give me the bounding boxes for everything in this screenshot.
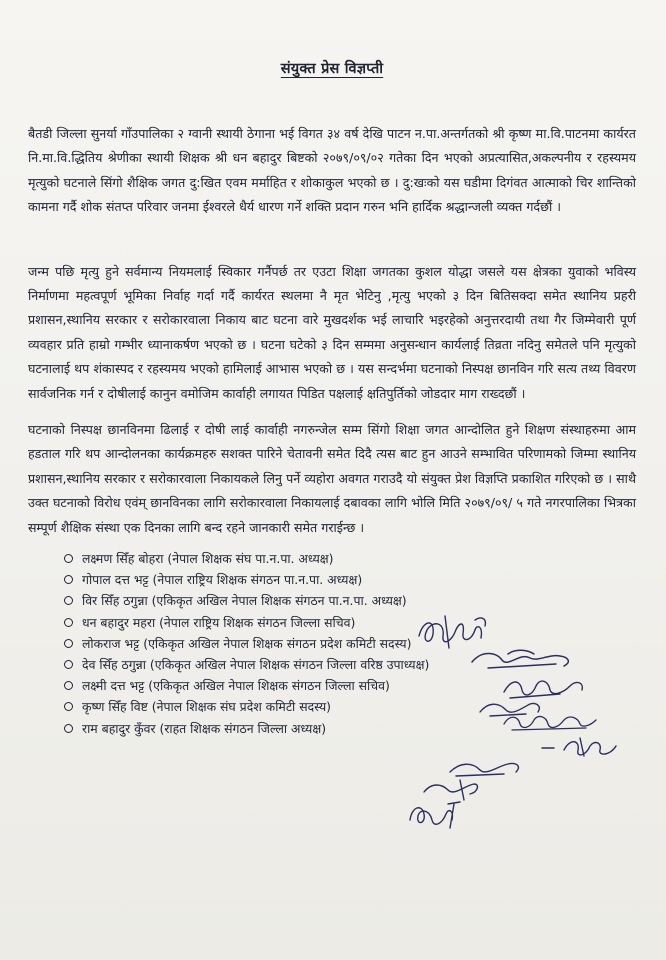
signatory-name: गोपाल दत्त भट्ट (नेपाल राष्ट्रिय शिक्षक संगठन पा.न.पा. अध्यक्ष): [82, 572, 363, 588]
circle-bullet-icon: [64, 575, 73, 584]
paragraph-demand: जन्म पछि मृत्यु हुने सर्वमान्य नियमलाई स्विकार गर्नैपर्छ तर एउटा शिक्षा जगतका कुशल योद्धा जसले यस क्षेत्रका युवाको भविस्य निर्माणमा महत्वपूर्ण भूमिका निर्वाह गर्दा गर्दै कार्यरत स्थलमा नै मृत भेटिनु ,मृत्यु भएको ३ दिन बितिसक्दा समेत स्थानिय प्रहरी प्रशासन,स्थानिय सरकार र सरोकारवाला निकाय बाट घटना वारे मुखदर्शक भई लाचारि भइरहेको अनुत्तरदायी तथा गैर जिम्मेवारी पूर्ण व्यवहार प्रति हाम्रो गम्भीर ध्यानाकर्षण भएको छ । घटना घटेको ३ दिन सम्ममा अनुसन्धान कार्यलाई तिव्रता नदिनु समेतले पनि मृत्युको घटनालाई थप शंकास्पद र रहस्यमय भएको हामिलाई आभास भएको छ । यस सन्दर्भमा घटनाको निस्पक्ष छानविन गरि सत्य तथ्य विवरण सार्वजनिक गर्न र दोषीलाई कानुन वमोजिम कार्वाही लगायत पिडित पक्षलाई क्षतिपुर्तिको जोडदार माग राख्दछौं ।: [28, 263, 636, 401]
paragraph-warning: घटनाको निस्पक्ष छानविनमा ढिलाई र दोषी लाई कार्वाही नगरुन्जेल सम्म सिंगो शिक्षा जगत आन्दोलित हुने शिक्षण संस्थाहरुमा आम हडताल गरि थप आन्दोलनका कार्यक्रमहरु सशक्त पारिने चेतावनी समेत दिदै त्यस बाट हुन आउने सम्भावित परिणामको जिम्मा स्थानिय प्रशासन,स्थानिय सरकार र सरोकारवाला निकायकले लिनु पर्ने व्यहोरा अवगत गराउदै यो संयुक्त प्रेश विज्ञप्ति प्रकाशित गरिएको छ । साथै उक्त घटनाको विरोध एवंम् छानविनका लागि सरोकारवाला निकायलाई दबावका लागि भोलि मिति २०७९/०९/ ५ गते नगरपालिका भित्रका सम्पूर्ण शैक्षिक संस्था एक दिनका लागि बन्द रहने जानकारी समेत गराईन्छ ।: [28, 422, 636, 535]
circle-bullet-icon: [64, 681, 73, 690]
signature-8: [420, 776, 484, 802]
document-body: [28, 58, 636, 739]
signatory-item: [64, 718, 636, 739]
signatory-item: [64, 696, 636, 717]
document-title: संयुक्त प्रेस विज्ञप्ती: [280, 61, 384, 77]
signatory-list: [28, 548, 636, 739]
signatory-name: धन बहादुर महरा (नेपाल राष्ट्रिय शिक्षक संगठन जिल्ला सचिव): [82, 614, 356, 630]
signatory-item: [64, 633, 636, 654]
signatory-item: [64, 612, 636, 633]
circle-bullet-icon: [64, 618, 73, 627]
signatory-item: [64, 654, 636, 675]
signature-7: [446, 756, 526, 782]
signatory-name: कृष्ण सिँह विष्ट (नेपाल शिक्षक संघ प्रदेश कमिटी सदस्य): [82, 699, 332, 715]
paragraph-condolence: बैतडी जिल्ला सुनर्या गाँउपालिका २ ग्वानी स्थायी ठेगाना भई विगत ३४ वर्ष देखि पाटन न.पा.अन्तर्गतको श्री कृष्ण मा.वि.पाटनमा कार्यरत नि.मा.वि.द्धितिय श्रेणीका स्थायी शिक्षक श्री धन बहादुर बिष्टको २०७९/०९/०२ गतेका दिन भएको अप्रत्यासित,अकल्पनीय र रहस्यमय मृत्युको घटनाले सिंगो शैक्षिक जगत दु:खित एवम मर्माहित र शोकाकुल भएको छ । दु:खःको यस घडीमा दिगंवत आत्माको चिर शान्तिको कामना गर्दै शोक संतप्त परिवार जनमा ईश्वरले धैर्य धारण गर्ने शक्ति प्रदान गरुन भनि हार्दिक श्रद्धान्जली व्यक्त गर्दछौं ।: [28, 126, 636, 215]
signatory-name: लक्ष्मण सिँह बोहरा (नेपाल शिक्षक संघ पा.न.पा. अध्यक्ष): [82, 551, 334, 567]
circle-bullet-icon: [64, 596, 73, 605]
signatory-name: देव सिँह ठगुन्ना (एकिकृत अखिल नेपाल शिक्षक संगठन जिल्ला वरिष्ठ उपाध्यक्ष): [82, 657, 430, 673]
circle-bullet-icon: [64, 660, 73, 669]
signatory-item: [64, 548, 636, 569]
signatory-item: [64, 569, 636, 590]
signature-9: [404, 798, 466, 832]
signatory-item: [64, 590, 636, 611]
signatory-item: [64, 675, 636, 696]
circle-bullet-icon: [64, 639, 73, 648]
signatory-name: लक्ष्मी दत्त भट्ट (एकिकृत अखिल नेपाल शिक्षक संगठन जिल्ला सचिव): [82, 678, 390, 694]
circle-bullet-icon: [64, 702, 73, 711]
signatory-name: राम बहादुर कुँवर (राहत शिक्षक संगठन जिल्ला अध्यक्ष): [82, 720, 327, 736]
signatory-name: लोकराज भट्ट (एकिकृत अखिल नेपाल शिक्षक संगठन प्रदेश कमिटी सदस्य): [82, 635, 412, 651]
signatory-name: विर सिँह ठगुन्ना (एकिकृत अखिल नेपाल शिक्षक संगठन पा.न.पा. अध्यक्ष): [82, 593, 407, 609]
circle-bullet-icon: [64, 724, 73, 733]
circle-bullet-icon: [64, 554, 73, 563]
